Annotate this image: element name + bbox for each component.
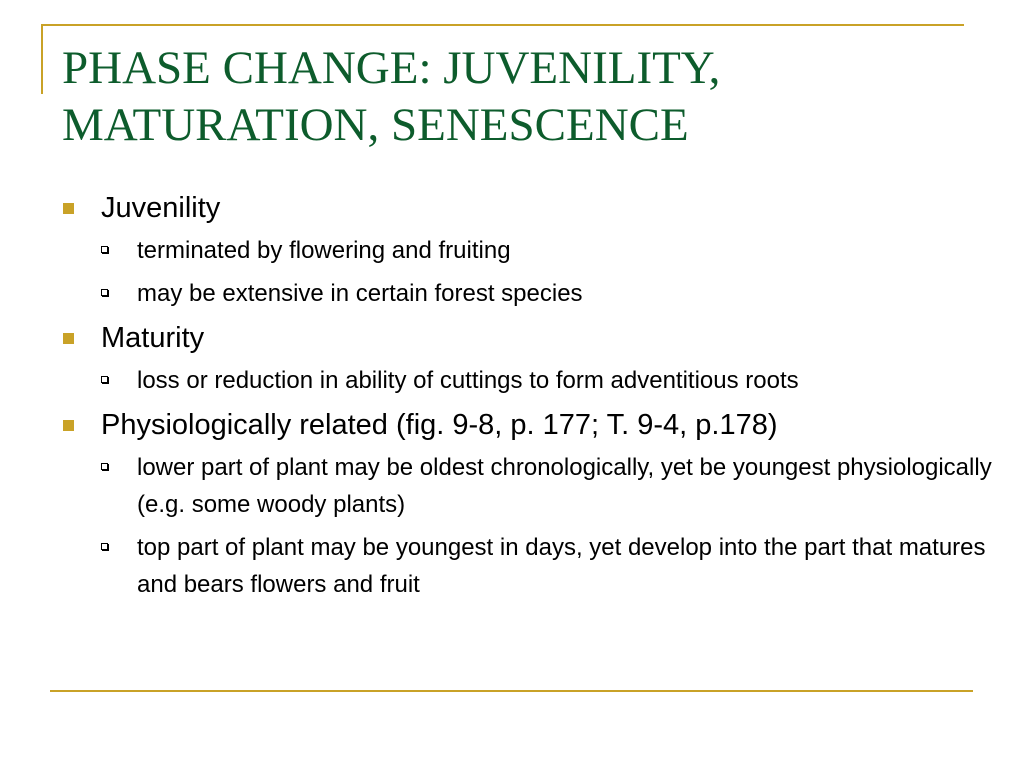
sub-bullet-item (62, 449, 1012, 523)
sub-bullet-text: top part of plant may be youngest in days, yet develop into the part that matures and bears flowers and fruit (137, 534, 986, 598)
bullet-group-physiological (62, 407, 1012, 603)
bullet-text: Physiologically related (fig. 9-8, p. 177; T. 9-4, p.178) (101, 409, 778, 441)
slide-title (62, 40, 982, 154)
hollow-square-bullet-icon (101, 463, 108, 470)
sub-bullet-item (62, 529, 1012, 603)
bullet-item (62, 190, 1012, 226)
sub-bullet-text: lower part of plant may be oldest chronologically, yet be youngest physiologically (e.g. some woody plants) (137, 454, 992, 518)
square-bullet-icon (63, 203, 74, 214)
slide-title-line-1: PHASE CHANGE: JUVENILITY, (62, 42, 721, 94)
bullet-list (62, 190, 1012, 611)
left-accent-line (41, 24, 43, 94)
bullet-group-juvenility (62, 190, 1012, 312)
sub-bullet-item (62, 232, 1012, 269)
top-divider-line (41, 24, 964, 26)
square-bullet-icon (63, 420, 74, 431)
bullet-item (62, 407, 1012, 443)
bottom-divider-line (50, 690, 973, 692)
bullet-text: Maturity (101, 322, 205, 354)
bullet-group-maturity (62, 320, 1012, 399)
bullet-item (62, 320, 1012, 356)
hollow-square-bullet-icon (101, 246, 108, 253)
sub-bullet-text: loss or reduction in ability of cuttings to form adventitious roots (137, 367, 799, 394)
square-bullet-icon (63, 333, 74, 344)
hollow-square-bullet-icon (101, 289, 108, 296)
slide-title-line-2: MATURATION, SENESCENCE (62, 99, 689, 151)
hollow-square-bullet-icon (101, 376, 108, 383)
sub-bullet-item (62, 362, 1012, 399)
hollow-square-bullet-icon (101, 543, 108, 550)
bullet-text: Juvenility (101, 192, 221, 224)
sub-bullet-text: may be extensive in certain forest species (137, 280, 583, 307)
sub-bullet-item (62, 275, 1012, 312)
sub-bullet-text: terminated by flowering and fruiting (137, 237, 511, 264)
